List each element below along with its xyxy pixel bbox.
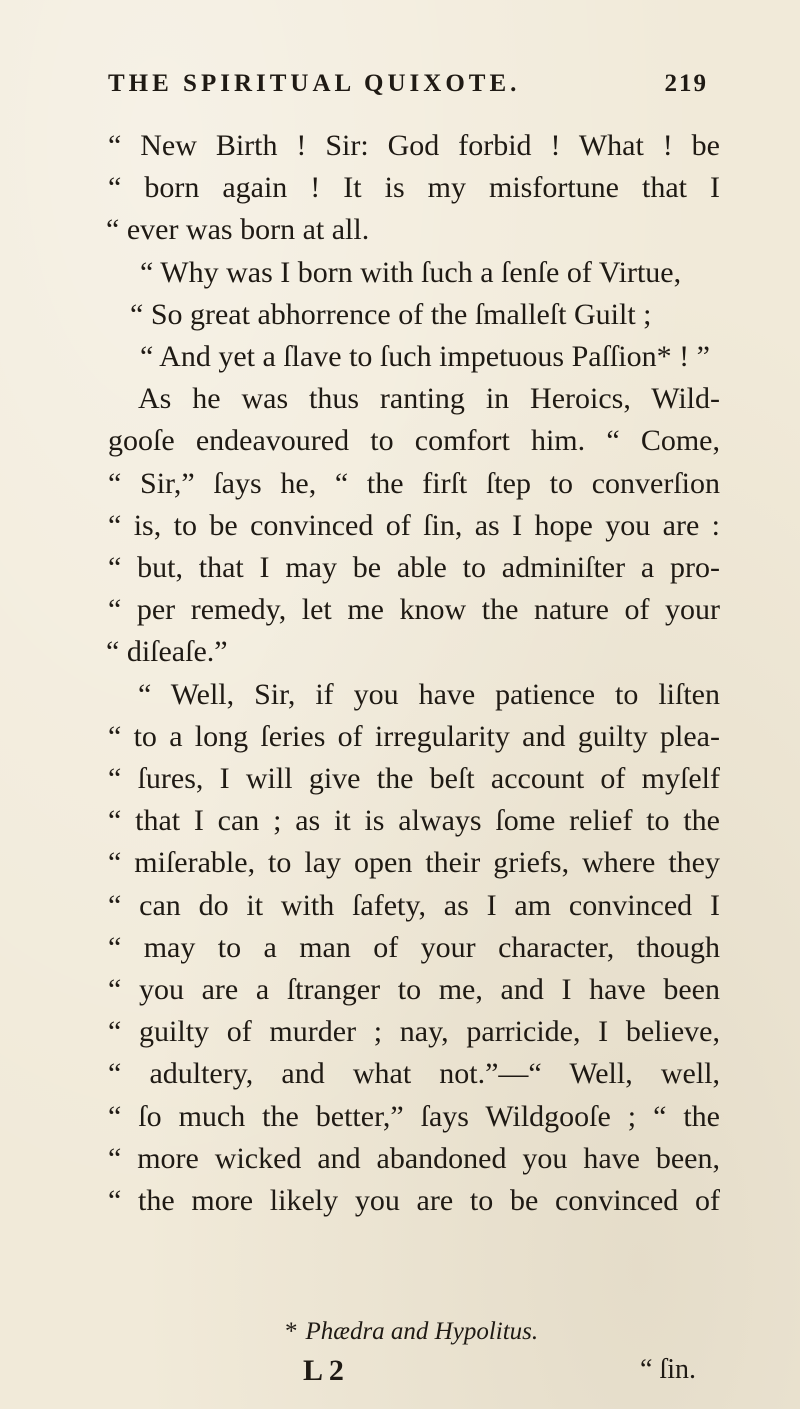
page-header <box>108 70 708 110</box>
text-line: “ guilty of murder ; nay, parricide, I believe, <box>108 1015 720 1048</box>
running-head: THE SPIRITUAL QUIXOTE. <box>108 70 521 97</box>
text-line: gooſe endeavoured to comfort him. “ Come, <box>108 424 720 457</box>
footnote <box>285 1318 538 1346</box>
catchword: “ ſin. <box>640 1354 696 1385</box>
verse-line: “ So great abhorrence of the ſmalleſt Guilt ; <box>130 298 652 331</box>
text-line: “ born again ! It is my misfortune that I <box>108 171 720 204</box>
text-line: “ per remedy, let me know the nature of your <box>108 593 720 626</box>
text-line: “ that I can ; as it is always ſome relief to the <box>108 804 720 837</box>
text-line: “ adultery, and what not.”—“ Well, well, <box>108 1057 720 1090</box>
text-line: “ can do it with ſafety, as I am convinced I <box>108 889 720 922</box>
text-line: “ ſo much the better,” ſays Wildgooſe ; “ the <box>108 1100 720 1133</box>
text-line: “ ſures, I will give the beſt account of myſelf <box>108 762 720 795</box>
footnote-text: Phædra and Hypolitus. <box>305 1318 539 1345</box>
page-number: 219 <box>664 70 708 97</box>
verse-line: “ Why was I born with ſuch a ſenſe of Virtue, <box>140 256 682 289</box>
text-line: “ the more likely you are to be convinced of <box>108 1184 720 1217</box>
verse-line: “ And yet a ſlave to ſuch impetuous Paſſion* ! ” <box>140 340 710 373</box>
text-line: “ but, that I may be able to adminiſter a pro- <box>108 551 720 584</box>
text-line: “ to a long ſeries of irregularity and guilty plea- <box>108 720 720 753</box>
text-line: “ diſeaſe.” <box>106 635 228 668</box>
text-line: As he was thus ranting in Heroics, Wild- <box>138 382 720 415</box>
text-line: “ New Birth ! Sir: God forbid ! What ! be <box>108 129 720 162</box>
text-line: “ more wicked and abandoned you have been, <box>108 1142 720 1175</box>
signature-mark: L 2 <box>303 1354 344 1387</box>
text-line: “ you are a ſtranger to me, and I have been <box>108 973 720 1006</box>
footnote-mark: * <box>285 1318 298 1345</box>
text-line: “ Well, Sir, if you have patience to liſten <box>138 678 720 711</box>
text-line: “ miſerable, to lay open their griefs, where they <box>108 846 720 879</box>
text-line: “ ever was born at all. <box>106 213 370 246</box>
text-line: “ is, to be convinced of ſin, as I hope you are : <box>108 509 720 542</box>
text-line: “ may to a man of your character, though <box>108 931 720 964</box>
text-line: “ Sir,” ſays he, “ the firſt ſtep to converſion <box>108 467 720 500</box>
